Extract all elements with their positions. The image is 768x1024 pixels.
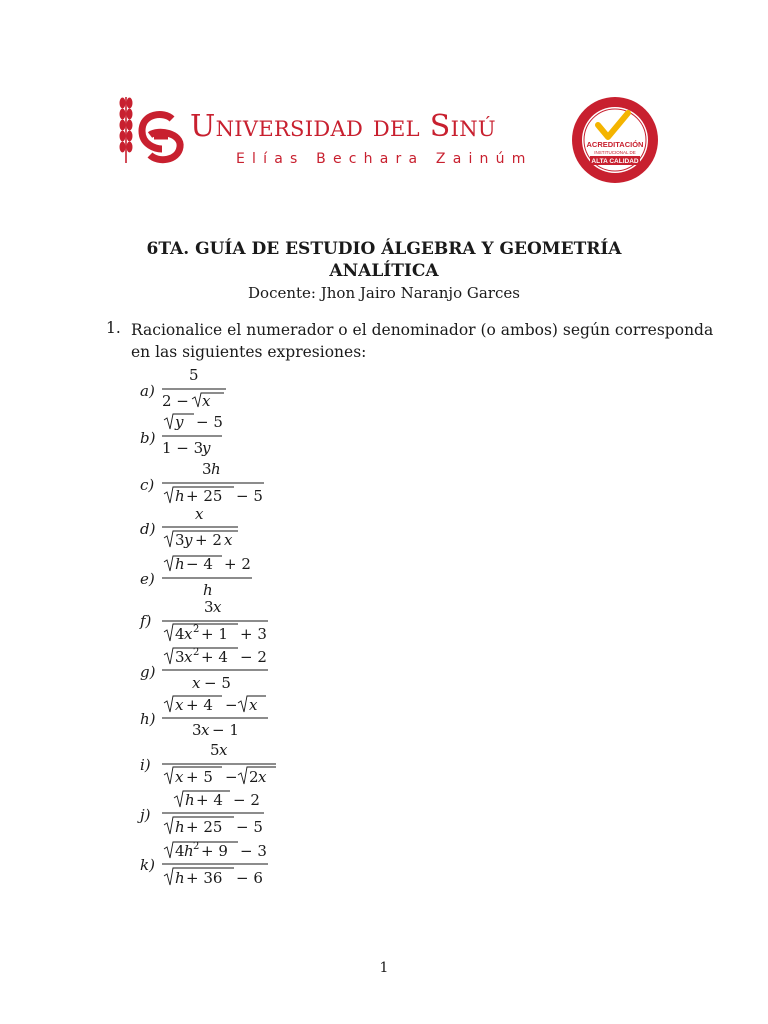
exercise-label: a) — [140, 382, 155, 400]
teacher-name: Docente: Jhon Jairo Naranjo Garces — [248, 284, 520, 302]
exercise-label: k) — [140, 856, 155, 874]
svg-text:x: x — [192, 674, 201, 692]
svg-text:3: 3 — [175, 531, 185, 549]
svg-text:x: x — [195, 505, 204, 523]
exercise-label: c) — [140, 476, 155, 494]
exercise-label: d) — [140, 520, 156, 538]
svg-text:x: x — [175, 696, 184, 714]
svg-text:4: 4 — [175, 625, 185, 643]
university-logo-icon — [132, 109, 190, 165]
svg-text:+ 2: + 2 — [195, 531, 222, 549]
exercise-label: b) — [140, 429, 156, 447]
svg-text:3: 3 — [204, 598, 214, 616]
svg-text:− 2: − 2 — [233, 791, 260, 809]
accreditation-seal — [570, 95, 660, 185]
svg-text:y: y — [175, 413, 184, 431]
exercise-label: j) — [140, 806, 151, 824]
seal-text-bottom: ALTA CALIDAD — [591, 158, 639, 165]
svg-text:h: h — [211, 460, 221, 478]
svg-text:−: − — [225, 768, 238, 786]
svg-text:− 2: − 2 — [240, 648, 267, 666]
svg-text:− 5: − 5 — [204, 674, 231, 692]
exercise-g-fraction — [162, 646, 282, 698]
svg-text:y: y — [184, 531, 193, 549]
exercise-i-fraction — [162, 740, 287, 792]
svg-text:x: x — [184, 648, 193, 666]
exercise-c-fraction — [162, 459, 272, 509]
seal-text-mid: INSTITUCIONAL DE — [594, 150, 636, 155]
svg-text:h: h — [175, 487, 185, 505]
svg-text:x: x — [219, 741, 228, 759]
university-header — [118, 95, 658, 195]
svg-text:+ 9: + 9 — [201, 842, 228, 860]
svg-text:3: 3 — [202, 460, 212, 478]
svg-text:x: x — [258, 768, 267, 786]
exercise-h-fraction — [162, 694, 282, 744]
exercise-label: i) — [140, 756, 151, 774]
svg-text:3: 3 — [192, 721, 202, 739]
svg-text:− 6: − 6 — [236, 869, 263, 887]
svg-text:+ 3: + 3 — [240, 625, 267, 643]
svg-text:+ 4: + 4 — [196, 791, 223, 809]
university-name: Universidad del Sinú — [190, 109, 496, 144]
svg-text:h: h — [185, 791, 195, 809]
svg-text:x: x — [175, 768, 184, 786]
svg-text:h: h — [175, 869, 185, 887]
svg-text:− 1: − 1 — [212, 721, 239, 739]
svg-text:x: x — [202, 392, 211, 410]
svg-text:2: 2 — [193, 841, 200, 852]
svg-text:5: 5 — [189, 366, 199, 384]
svg-text:5: 5 — [210, 741, 220, 759]
svg-text:+ 2: + 2 — [224, 555, 251, 573]
document-title — [0, 238, 768, 282]
svg-text:x: x — [224, 531, 233, 549]
exercise-j-fraction — [162, 789, 272, 843]
exercise-f-fraction — [162, 597, 282, 649]
svg-text:+ 25: + 25 — [186, 818, 223, 836]
svg-text:+ 5: + 5 — [186, 768, 213, 786]
svg-text:3: 3 — [175, 648, 185, 666]
svg-text:x: x — [201, 721, 210, 739]
svg-text:2: 2 — [193, 647, 200, 658]
svg-text:−: − — [225, 696, 238, 714]
svg-text:h: h — [203, 581, 213, 599]
title-line-2: ANALÍTICA — [329, 261, 439, 281]
seal-text-top: ACREDITACIÓN — [586, 140, 644, 149]
svg-text:− 3: − 3 — [240, 842, 267, 860]
svg-text:4: 4 — [175, 842, 185, 860]
exercise-d-fraction — [162, 505, 252, 555]
svg-text:− 5: − 5 — [196, 413, 223, 431]
exercise-label: f) — [140, 612, 152, 630]
exercise-b-fraction — [162, 412, 242, 460]
svg-text:− 5: − 5 — [236, 487, 263, 505]
svg-text:2: 2 — [193, 624, 200, 635]
exercise-k-fraction — [162, 840, 277, 894]
svg-text:+ 36: + 36 — [186, 869, 223, 887]
svg-text:h: h — [175, 555, 185, 573]
svg-text:x: x — [184, 625, 193, 643]
question-number: 1. — [106, 319, 121, 337]
svg-text:2: 2 — [249, 768, 259, 786]
title-line-1: 6TA. GUÍA DE ESTUDIO ÁLGEBRA Y GEOMETRÍA — [146, 239, 622, 259]
svg-text:+ 25: + 25 — [186, 487, 223, 505]
svg-text:1 − 3: 1 − 3 — [162, 439, 204, 457]
svg-text:y: y — [202, 439, 211, 457]
svg-text:+ 4: + 4 — [186, 696, 213, 714]
university-subtitle: Elías Bechara Zainúm — [236, 151, 533, 167]
svg-text:h: h — [184, 842, 194, 860]
svg-text:x: x — [249, 696, 258, 714]
question-text: Racionalice el numerador o el denominador (o ambos) según corresponda en las siguientes expresiones: — [131, 321, 714, 361]
svg-text:− 4: − 4 — [186, 555, 213, 573]
exercise-label: h) — [140, 710, 156, 728]
svg-text:+ 1: + 1 — [201, 625, 228, 643]
svg-text:+ 4: + 4 — [201, 648, 228, 666]
svg-text:h: h — [175, 818, 185, 836]
svg-text:− 5: − 5 — [236, 818, 263, 836]
svg-text:2 −: 2 − — [162, 392, 189, 410]
page-number: 1 — [379, 960, 389, 976]
exercise-label: g) — [140, 663, 156, 681]
svg-text:x: x — [213, 598, 222, 616]
exercise-label: e) — [140, 570, 155, 588]
exercise-a-fraction — [162, 366, 232, 414]
